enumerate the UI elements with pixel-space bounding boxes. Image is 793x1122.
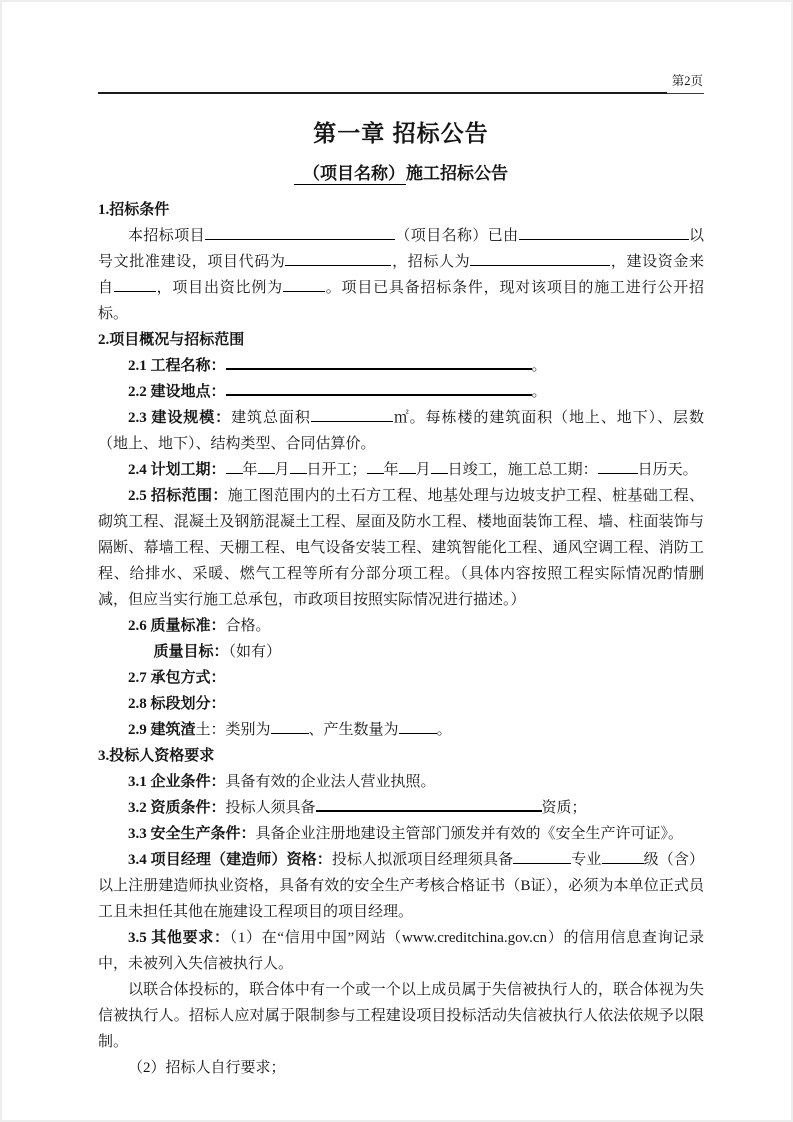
label-text: 2.5 招标范围： [128, 488, 228, 504]
body-text: 类别为 [225, 722, 271, 738]
paragraph [98, 821, 704, 847]
label-text: 2.3 建设规模： [128, 410, 232, 426]
section-heading [98, 327, 704, 353]
blank-fill-in-field [519, 225, 689, 240]
label-text: 3.投标人资格要求 [98, 748, 215, 764]
blank-fill-in-field [367, 459, 384, 474]
blank-fill-in-field [470, 251, 610, 266]
label-text: 2.项目概况与招标范围 [98, 332, 245, 348]
body-text: 合格。 [225, 618, 271, 634]
body-text: 建筑总面积 [231, 410, 311, 426]
paragraph [98, 483, 704, 613]
body-text: 年 [242, 462, 258, 478]
paragraph [98, 223, 704, 327]
body-text: 级（含）以上注册建造师执业资格，具备有效的安全生产考核合格证书（B证），必须为本单位正式员工且未担任其他在施建设工程项目的项目经理。 [98, 852, 704, 920]
body-text: 日竣工，施工总工期： [447, 462, 598, 478]
paragraph [98, 1055, 704, 1081]
body-text: 日历天。 [637, 462, 698, 478]
label-text: 2.4 计划工期： [128, 462, 226, 478]
body-text: 。 [436, 722, 452, 738]
doc-subtitle [98, 161, 704, 187]
page-number: 第2页 [667, 73, 704, 94]
body-text: （项目名称）已由 [395, 228, 519, 244]
blank-fill-in-field [271, 719, 309, 734]
document-body [98, 197, 704, 1081]
body-text: （如有） [228, 644, 282, 660]
label-text: 2.6 质量标准： [128, 618, 226, 634]
blank-fill-in-field [226, 380, 532, 396]
body-text: 、产生数量为 [308, 722, 399, 738]
body-text: 具备有效的企业法人营业执照。 [225, 774, 436, 790]
section-heading [98, 197, 704, 223]
label-text: 质量目标： [153, 644, 229, 660]
blank-fill-in-field [205, 225, 395, 240]
paragraph [98, 665, 704, 691]
blank-fill-in-field [226, 459, 243, 474]
body-text: 施工图范围内的土石方工程、地基处理与边坡支护工程、桩基础工程、砌筑工程、混凝土及钢筋混凝土工程、屋面及防水工程、楼地面装饰工程、墙、柱面装饰与隔断、幕墙工程、天棚工程、电气设备安装工程、建筑智能化工程、通风空调工程、消防工程、给排水、采暖、燃气工程等所有分部分项工程。（具体内容按照工程实际情况酌情删减，但应当实行施工总承包，市政项目按照实际情况进行描述。） [98, 488, 704, 608]
page-header [98, 73, 704, 94]
body-text: 月 [274, 462, 290, 478]
body-text: 以号文批准建设，项目代码为 [98, 228, 704, 270]
body-text: ，项目出资比例为 [155, 280, 283, 296]
label-text: 3.5 其他要求： [128, 930, 230, 946]
blank-fill-in-field [114, 277, 156, 292]
body-text: 专业 [571, 852, 602, 868]
label-text: 2.7 承包方式： [128, 670, 226, 686]
body-text: 投标人拟派项目经理须具备 [331, 852, 514, 868]
blank-fill-in-field [258, 459, 275, 474]
paragraph [98, 769, 704, 795]
section-heading [98, 743, 704, 769]
body-text: 资质； [541, 800, 587, 816]
paragraph [98, 977, 704, 1055]
label-text: 2.9 建筑渣 [128, 722, 196, 738]
body-text: 月 [415, 462, 431, 478]
paragraph [98, 639, 704, 665]
blank-fill-in-field [283, 277, 325, 292]
body-text: ㎡。每栋楼的建筑面积（地上、地下）、层数（地上、地下）、结构类型、合同估算价。 [98, 410, 704, 452]
body-text: 具备企业注册地建设主管部门颁发并有效的《安全生产许可证》。 [255, 826, 684, 842]
paragraph [98, 925, 704, 977]
body-text: 土： [195, 722, 226, 738]
body-text: 。 [531, 384, 547, 400]
blank-fill-in-field [285, 251, 391, 266]
body-text: 日开工； [306, 462, 367, 478]
label-text: 3.3 安全生产条件： [128, 826, 256, 842]
body-text: （1）在“信用中国”网站（www.creditchina.gov.cn）的信用信息查询记录中，未被列入失信被执行人。 [98, 930, 704, 972]
blank-fill-in-field [399, 459, 416, 474]
paragraph [98, 353, 704, 379]
body-text: 年 [383, 462, 399, 478]
body-text: ，建设资金来自 [98, 254, 704, 296]
paragraph [98, 795, 704, 821]
chapter-title: 第一章 招标公告 [313, 120, 489, 146]
header-rule [98, 92, 667, 94]
blank-fill-in-field [399, 719, 437, 734]
blank-fill-in-field [316, 796, 542, 812]
blank-fill-in-field [226, 354, 532, 370]
blank-fill-in-field [602, 849, 644, 864]
blank-fill-in-field [431, 459, 448, 474]
label-text: 1.招标条件 [98, 202, 170, 218]
label-text: 3.4 项目经理（建造师）资格： [128, 852, 332, 868]
paragraph [98, 847, 704, 925]
body-text: 。 [531, 358, 547, 374]
paragraph [98, 379, 704, 405]
label-text: 3.1 企业条件： [128, 774, 226, 790]
paragraph [98, 613, 704, 639]
subtitle-rest: 施工招标公告 [406, 164, 508, 183]
label-text: 3.2 资质条件： [128, 800, 226, 816]
document-content [98, 97, 704, 1081]
label-text: 2.1 工程名称： [128, 358, 226, 374]
blank-fill-in-field [598, 459, 638, 474]
subtitle-project-name-underlined: （项目名称） [294, 164, 406, 185]
paragraph [98, 457, 704, 483]
body-text: ，招标人为 [391, 254, 471, 270]
body-text: 投标人须具备 [225, 800, 316, 816]
body-text: 以联合体投标的，联合体中有一个或一个以上成员属于失信被执行人的，联合体视为失信被执行人。招标人应对属于限制参与工程建设项目投标活动失信被执行人依法依规予以限制。 [98, 982, 704, 1050]
body-text: （2）招标人自行要求； [128, 1060, 286, 1076]
label-text: 2.2 建设地点： [128, 384, 226, 400]
paragraph [98, 405, 704, 457]
body-text: 。项目已具备招标条件，现对该项目的施工进行公开招标。 [98, 280, 704, 322]
paragraph [98, 691, 704, 717]
blank-fill-in-field [311, 407, 393, 422]
body-text: 本招标项目 [128, 228, 205, 244]
blank-fill-in-field [290, 459, 307, 474]
paragraph [98, 717, 704, 743]
blank-fill-in-field [513, 849, 571, 864]
label-text: 2.8 标段划分： [128, 696, 226, 712]
